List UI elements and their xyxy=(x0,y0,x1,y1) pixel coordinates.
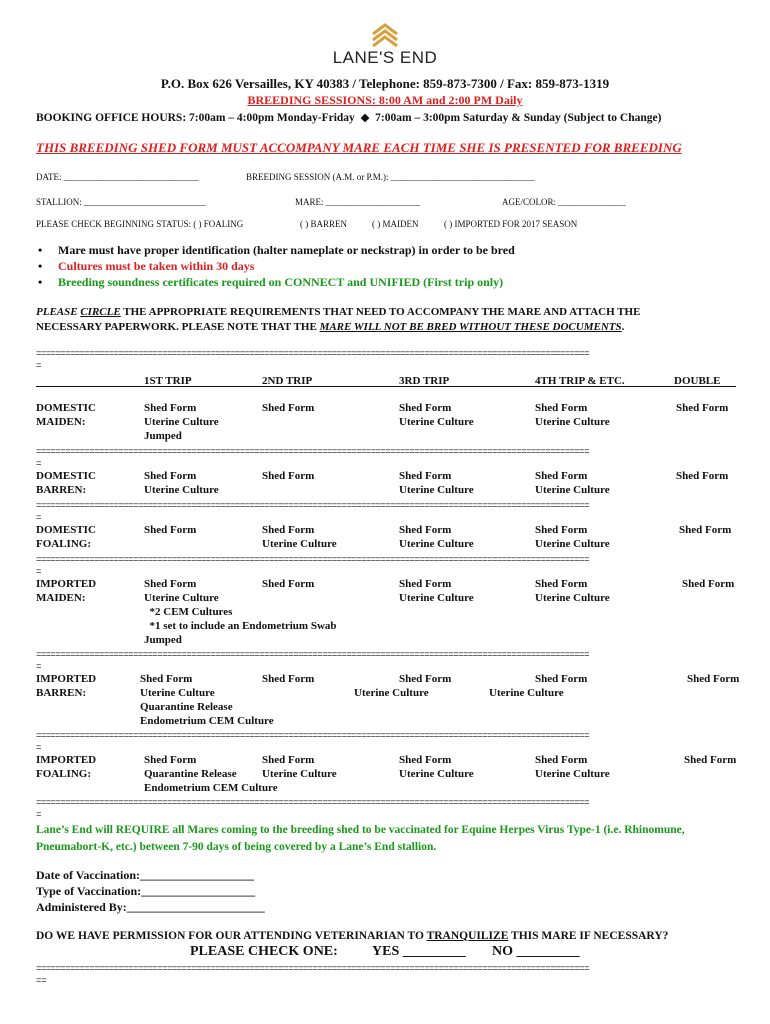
session-field[interactable]: BREEDING SESSION (A.M. or P.M.): ________________________________ xyxy=(246,172,535,182)
vaccination-date-field[interactable]: Date of Vaccination:___________________ xyxy=(36,868,254,882)
cell-1st-trip: Shed Form Uterine Culture Jumped xyxy=(144,402,219,442)
instructions-circle: CIRCLE xyxy=(80,306,121,318)
divider: ================================================================================================================== xyxy=(36,447,590,457)
divider-end: == xyxy=(36,976,47,986)
office-hours-weekday: BOOKING OFFICE HOURS: 7:00am – 4:00pm Monday-Friday xyxy=(36,112,355,124)
divider: ================================================================================================================== xyxy=(36,501,590,511)
instructions-emphasis: MARE WILL NOT BE BRED WITHOUT THESE DOCUMENTS xyxy=(319,321,622,333)
bullet-text: Mare must have proper identification (halter nameplate or neckstrap) in order to be bred xyxy=(58,243,515,257)
instructions-period: . xyxy=(621,321,625,333)
status-maiden[interactable]: ( ) MAIDEN xyxy=(372,219,419,229)
divider-end: = xyxy=(36,459,42,469)
divider-end: = xyxy=(36,662,42,672)
cell-4th-trip: Shed Form Uterine Culture xyxy=(535,402,610,428)
bullet-text: Cultures must be taken within 30 days xyxy=(58,259,255,273)
status-barren[interactable]: ( ) BARREN xyxy=(300,219,347,229)
col-header-2nd-trip: 2ND TRIP xyxy=(262,375,313,387)
col-header-3rd-trip: 3RD TRIP xyxy=(399,375,450,387)
cell-double: Shed Form xyxy=(687,673,740,685)
stallion-field[interactable]: STALLION: ___________________________ xyxy=(36,197,206,207)
status-imported[interactable]: ( ) IMPORTED FOR 2017 SEASON xyxy=(444,219,578,229)
question-emphasis: TRANQUILIZE xyxy=(426,930,509,942)
cell-3rd-trip: Shed Form Uterine Culture xyxy=(399,524,474,550)
col-header-double: DOUBLE xyxy=(674,375,721,387)
cell-2nd-trip: Shed Form xyxy=(262,578,315,590)
cell-3rd-trip: Shed Form Uterine Culture xyxy=(399,402,474,428)
cell-1st-trip: Shed Form Uterine Culture xyxy=(144,470,219,496)
cell-double: Shed Form xyxy=(684,754,737,766)
cell-4th-trip: Shed Form Uterine Culture xyxy=(535,524,610,550)
cell-3rd-trip: Shed Form Uterine Culture xyxy=(399,578,474,604)
administered-by-field[interactable]: Administered By:_______________________ xyxy=(36,900,265,914)
cell-4th-trip: Shed Form Uterine Culture xyxy=(535,470,610,496)
col-header-1st-trip: 1ST TRIP xyxy=(144,375,192,387)
divider: ================================================================================================================== xyxy=(36,731,590,741)
list-item xyxy=(36,242,736,258)
question-text-1: DO WE HAVE PERMISSION FOR OUR ATTENDING VETERINARIAN TO xyxy=(36,930,424,942)
divider-end: = xyxy=(36,513,42,523)
divider: ================================================================================================================== xyxy=(36,964,590,974)
cell-4th-trip-form: Shed Form xyxy=(535,673,588,685)
instructions xyxy=(36,305,746,335)
chevron-logo-icon xyxy=(310,20,460,48)
vaccine-notice: Lane’s End will REQUIRE all Mares coming to the breeding shed to be vaccinated for Equine Herpes Virus Type-1 (i.e. Rhinomune, Pneumabort-K, etc.) between 7-90 days of being covered by a Lane’s End stallion. xyxy=(36,824,685,853)
check-one-label: PLEASE CHECK ONE: xyxy=(190,944,338,959)
cell-3rd-trip: Shed Form Uterine Culture xyxy=(399,754,474,780)
divider: ================================================================================================================== xyxy=(36,798,590,808)
divider: ================================================================================================================== xyxy=(36,349,590,359)
cell-1st-trip: Shed Form Uterine Culture Quarantine Release Endometrium CEM Culture xyxy=(140,673,274,727)
row-label: DOMESTIC BARREN: xyxy=(36,470,96,496)
no-option[interactable]: NO _________ xyxy=(492,944,580,959)
cell-double: Shed Form xyxy=(676,470,729,482)
address-line: P.O. Box 626 Versailles, KY 40383 / Telephone: 859-873-7300 / Fax: 859-873-1319 xyxy=(160,76,610,91)
cell-4th-trip-culture: Uterine Culture xyxy=(489,687,564,699)
divider: ================================================================================================================== xyxy=(36,650,590,660)
divider-end: = xyxy=(36,743,42,753)
row-label: IMPORTED BARREN: xyxy=(36,673,97,699)
divider-end: = xyxy=(36,567,42,577)
divider-end: = xyxy=(36,361,42,371)
bullet-text: Breeding soundness certificates required on CONNECT and UNIFIED (First trip only) xyxy=(58,275,504,289)
cell-double: Shed Form xyxy=(676,402,729,414)
cell-3rd-trip: Shed Form Uterine Culture xyxy=(399,470,474,496)
instructions-text-1: THE APPROPRIATE REQUIREMENTS THAT NEED TO ACCOMPANY THE MARE AND ATTACH THE xyxy=(123,306,641,318)
cell-3rd-trip-culture: Uterine Culture xyxy=(354,687,429,699)
logo-text: LANE'S END xyxy=(332,48,438,67)
cell-2nd-trip: Shed Form xyxy=(262,402,315,414)
divider: ================================================================================================================== xyxy=(36,555,590,565)
cell-1st-trip: Shed Form xyxy=(144,524,197,536)
breeding-sessions xyxy=(0,93,770,108)
row-label: IMPORTED MAIDEN: xyxy=(36,578,97,604)
mare-field[interactable]: MARE: _____________________ xyxy=(295,197,421,207)
office-hours-weekend: 7:00am – 3:00pm Saturday & Sunday (Subject to Change) xyxy=(375,112,662,124)
col-header-4th-trip: 4TH TRIP & ETC. xyxy=(535,375,625,387)
instructions-text-2: NECESSARY PAPERWORK. PLEASE NOTE THAT THE xyxy=(36,321,317,333)
office-hours xyxy=(36,110,661,124)
row-label: DOMESTIC MAIDEN: xyxy=(36,402,96,428)
cell-double: Shed Form xyxy=(682,578,735,590)
cell-1st-trip: Shed Form Uterine Culture *2 CEM Cultures *1 set to include an Endometrium Swab Jumped xyxy=(144,578,337,646)
cell-2nd-trip: Shed Form Uterine Culture xyxy=(262,524,337,550)
header-underline xyxy=(36,386,736,387)
cell-1st-trip: Shed Form Quarantine Release Endometrium CEM Culture xyxy=(144,754,278,794)
row-label: DOMESTIC FOALING: xyxy=(36,524,96,550)
list-item xyxy=(36,274,736,290)
divider-end: = xyxy=(36,810,42,820)
cell-4th-trip: Shed Form Uterine Culture xyxy=(535,754,610,780)
cell-2nd-trip: Shed Form xyxy=(262,470,315,482)
cell-3rd-trip-form: Shed Form xyxy=(399,673,452,685)
cell-4th-trip: Shed Form Uterine Culture xyxy=(535,578,610,604)
vaccination-type-field[interactable]: Type of Vaccination:___________________ xyxy=(36,884,256,898)
cell-double: Shed Form xyxy=(679,524,732,536)
yes-option[interactable]: YES _________ xyxy=(372,944,466,959)
list-item xyxy=(36,258,736,274)
cell-2nd-trip: Shed Form Uterine Culture xyxy=(262,754,337,780)
tranquilize-question xyxy=(36,930,668,942)
breeding-sessions-text: BREEDING SESSIONS: 8:00 AM and 2:00 PM Daily xyxy=(247,93,523,107)
question-text-2: THIS MARE IF NECESSARY? xyxy=(511,930,669,942)
requirements-list xyxy=(36,242,736,290)
form-notice: THIS BREEDING SHED FORM MUST ACCOMPANY MARE EACH TIME SHE IS PRESENTED FOR BREEDING xyxy=(36,140,682,155)
age-color-field[interactable]: AGE/COLOR: _______________ xyxy=(502,197,626,207)
row-label: IMPORTED FOALING: xyxy=(36,754,97,780)
instructions-please: PLEASE xyxy=(36,306,78,318)
cell-2nd-trip: Shed Form xyxy=(262,673,315,685)
diamond-icon: ◆ xyxy=(357,112,373,124)
logo xyxy=(310,20,460,68)
status-foaling[interactable]: PLEASE CHECK BEGINNING STATUS: ( ) FOALING xyxy=(36,219,244,229)
date-field[interactable]: DATE: ______________________________ xyxy=(36,172,199,182)
